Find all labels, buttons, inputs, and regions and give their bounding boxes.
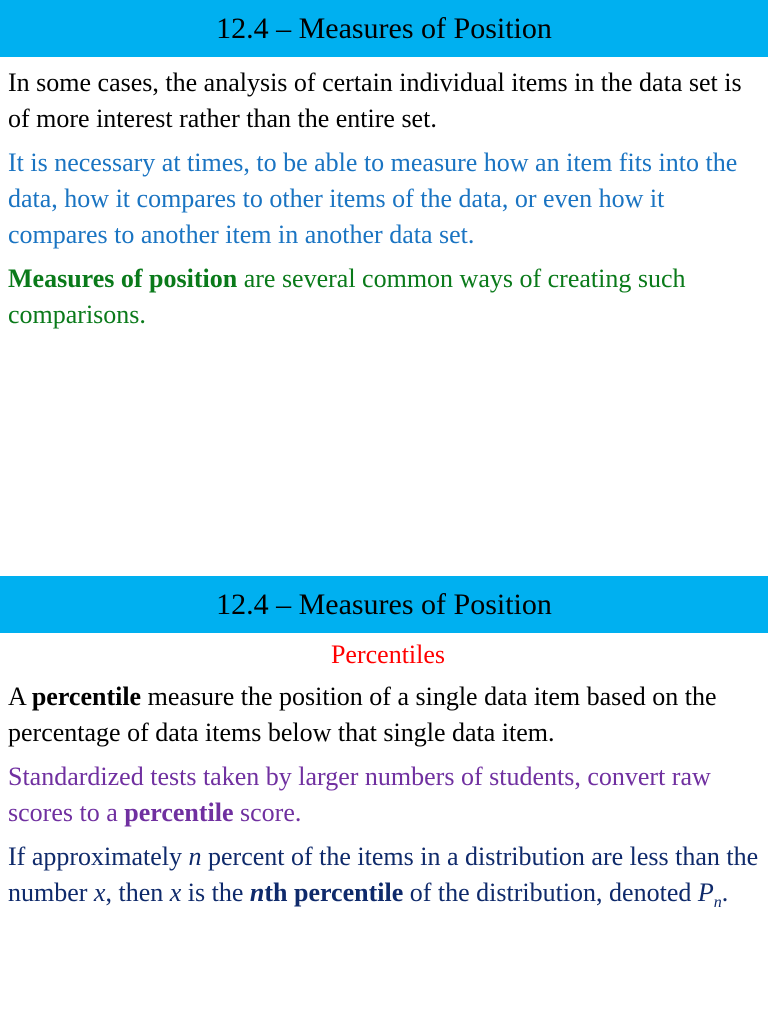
variable-x: x	[169, 878, 182, 907]
percentiles-heading: Percentiles	[330, 640, 446, 669]
nth-percentile-term: th percentile	[264, 878, 404, 907]
text-segment: .	[721, 878, 729, 907]
text-segment: , then	[105, 878, 170, 907]
measures-of-position-term: Measures of position	[8, 264, 238, 293]
text-segment: A	[8, 682, 32, 711]
text-segment: percent of the items in a distribution are less than the number	[8, 842, 759, 907]
variable-n-bold: n	[249, 878, 265, 907]
text-segment: measure the position of a single data item based on the percentage of data items below that single data item.	[8, 682, 717, 747]
slide-2-title: 12.4 – Measures of Position	[0, 576, 768, 633]
text-segment: Standardized tests taken by larger numbers of students, convert raw scores to a	[8, 762, 711, 827]
variable-n: n	[188, 842, 202, 871]
slide-1-title: 12.4 – Measures of Position	[0, 0, 768, 57]
slide-2	[0, 576, 768, 1024]
text-segment: of the distribution, denoted	[403, 878, 698, 907]
slide-1-paragraph-1: In some cases, the analysis of certain individual items in the data set is of more interest rather than the entire set.	[8, 68, 742, 133]
percentile-term: percentile	[31, 682, 142, 711]
text-segment: is the	[181, 878, 250, 907]
slide-1-paragraph-3-text: are several common ways of creating such comparisons.	[8, 264, 686, 329]
slide-2-paragraph-1	[8, 679, 768, 751]
slide-1-paragraph-3	[8, 261, 768, 333]
slide-1-content	[0, 57, 768, 333]
subscript-n: n	[713, 894, 722, 912]
text-segment: score.	[233, 798, 302, 827]
slide-1	[0, 0, 768, 448]
variable-x: x	[93, 878, 106, 907]
text-segment: If approximately	[8, 842, 189, 871]
percentile-term: percentile	[124, 798, 234, 827]
slide-2-content	[0, 633, 768, 911]
slide-2-paragraph-2	[8, 759, 768, 831]
slide-1-paragraph-2: It is necessary at times, to be able to measure how an item fits into the data, how it compares to other items of the data, or even how it compares to another item in another data set.	[8, 148, 738, 249]
variable-p: P	[697, 878, 714, 907]
slide-2-paragraph-3	[8, 839, 768, 911]
